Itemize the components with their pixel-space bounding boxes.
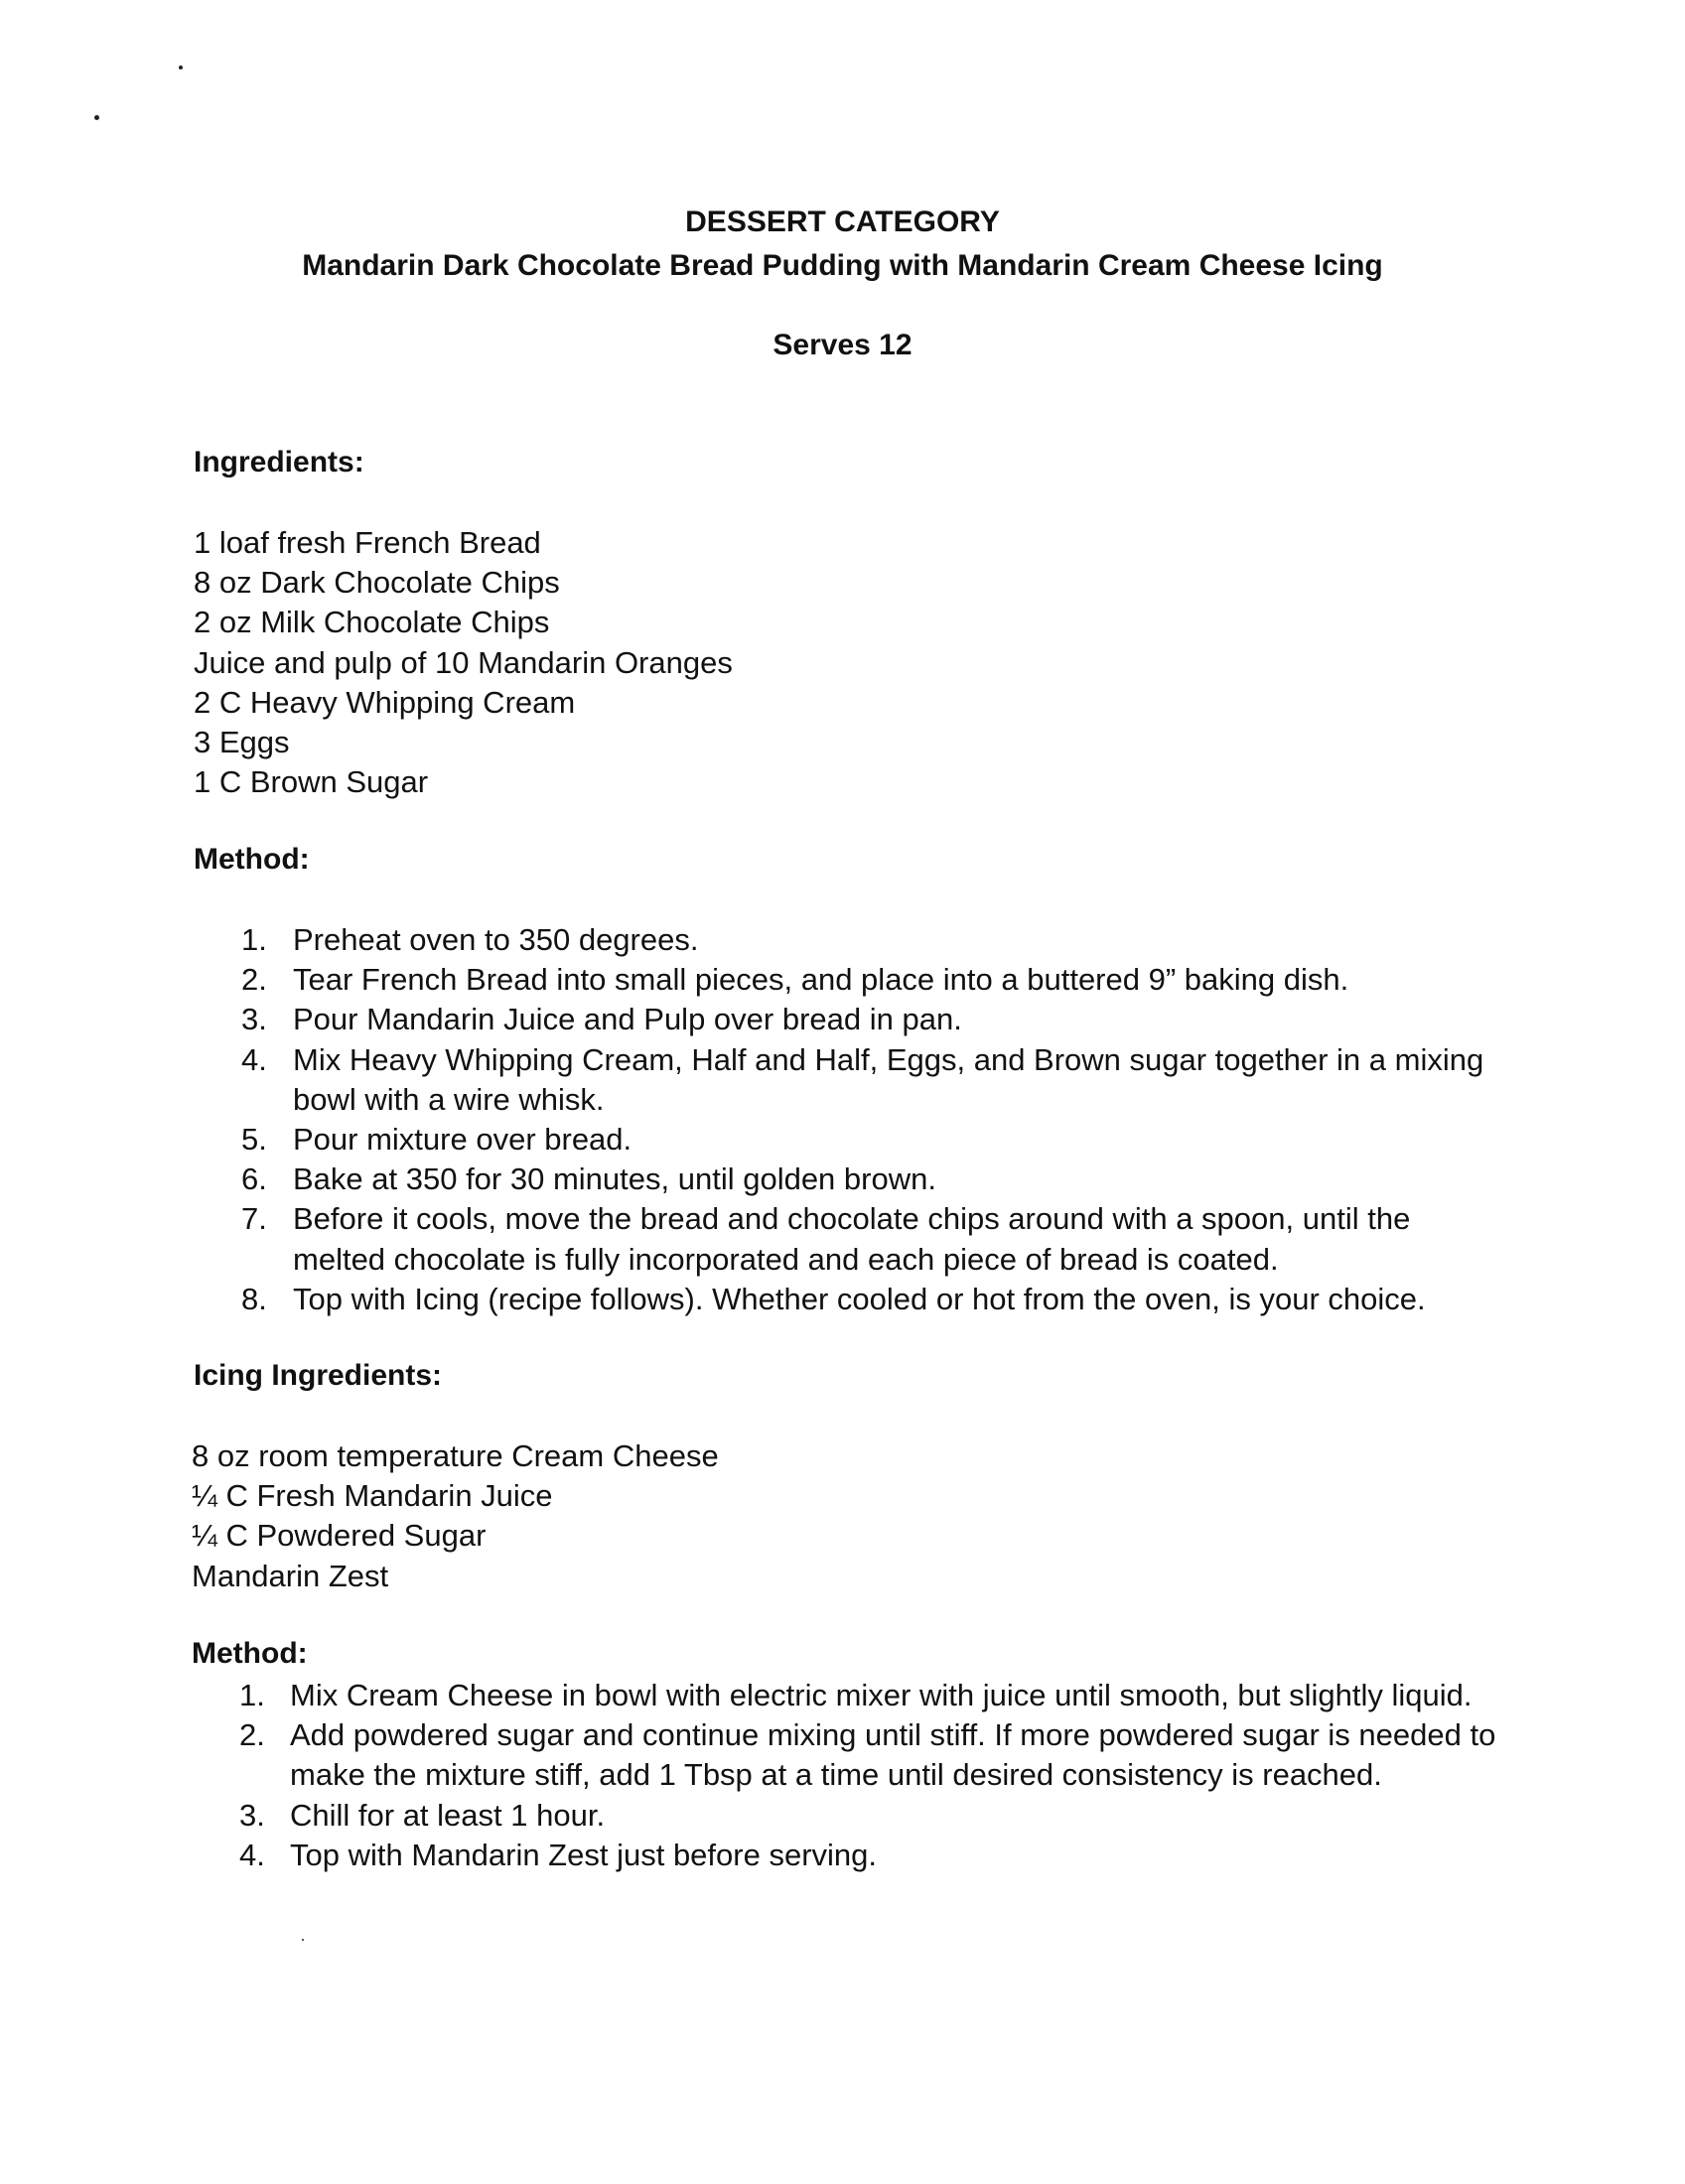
step-number: 4. bbox=[239, 1837, 265, 1872]
scan-speck bbox=[179, 66, 183, 69]
list-item bbox=[0, 1280, 1484, 1319]
step-number: 3. bbox=[241, 1002, 267, 1037]
step-number: 5. bbox=[241, 1122, 267, 1158]
list-item: Juice and pulp of 10 Mandarin Oranges bbox=[194, 644, 733, 680]
list-item: Mandarin Zest bbox=[192, 1558, 389, 1593]
icing-ingredients-heading: Icing Ingredients: bbox=[194, 1359, 443, 1392]
list-item: 1 loaf fresh French Bread bbox=[194, 525, 541, 560]
list-item bbox=[0, 1715, 1511, 1795]
list-item: 2 oz Milk Chocolate Chips bbox=[194, 605, 550, 640]
step-text: Preheat oven to 350 degrees. bbox=[293, 922, 699, 957]
step-number: 2. bbox=[241, 962, 267, 998]
list-item: 3 Eggs bbox=[194, 725, 290, 760]
step-number: 8. bbox=[241, 1281, 267, 1316]
recipe-title: Mandarin Dark Chocolate Bread Pudding with Mandarin Cream Cheese Icing bbox=[302, 249, 1383, 282]
step-number: 2. bbox=[239, 1717, 265, 1753]
scan-speck bbox=[94, 115, 99, 120]
ingredients-heading: Ingredients: bbox=[194, 446, 364, 478]
step-text: Tear French Bread into small pieces, and place into a buttered 9” baking dish. bbox=[293, 962, 1349, 998]
list-item bbox=[0, 1199, 1484, 1279]
list-item: ¼ C Fresh Mandarin Juice bbox=[192, 1478, 553, 1514]
icing-method-heading: Method: bbox=[192, 1637, 308, 1670]
step-number: 1. bbox=[239, 1678, 265, 1712]
list-item bbox=[0, 1120, 1484, 1160]
list-item bbox=[0, 1160, 1484, 1199]
icing-method-steps bbox=[0, 1676, 1685, 1875]
step-text: Top with Mandarin Zest just before serving. bbox=[290, 1837, 877, 1872]
ingredients-list bbox=[194, 523, 733, 802]
step-text: Mix Heavy Whipping Cream, Half and Half, Eggs, and Brown sugar together in a mixing bowl with a wire whisk. bbox=[293, 1041, 1484, 1117]
list-item bbox=[0, 1676, 1511, 1715]
list-item bbox=[0, 1836, 1511, 1875]
list-item: 2 C Heavy Whipping Cream bbox=[194, 684, 576, 720]
list-item: 8 oz room temperature Cream Cheese bbox=[192, 1438, 719, 1473]
step-text: Add powdered sugar and continue mixing until stiff. If more powdered sugar is needed to make the mixture stiff, add 1 Tbsp at a time until desired consistency is reached. bbox=[290, 1717, 1496, 1793]
list-item: ¼ C Powdered Sugar bbox=[192, 1518, 487, 1554]
step-number: 7. bbox=[241, 1201, 267, 1237]
step-number: 1. bbox=[241, 922, 267, 957]
step-text: Before it cools, move the bread and chocolate chips around with a spoon, until the melted chocolate is fully incorporated and each piece of bread is coated. bbox=[293, 1201, 1411, 1277]
serves-label: Serves 12 bbox=[772, 329, 913, 361]
list-item bbox=[0, 1040, 1484, 1120]
method-steps bbox=[0, 920, 1685, 1319]
category-heading: DESSERT CATEGORY bbox=[685, 205, 1000, 238]
list-item: 8 oz Dark Chocolate Chips bbox=[194, 565, 560, 601]
step-number: 3. bbox=[239, 1797, 265, 1833]
list-item bbox=[0, 1796, 1511, 1836]
method-heading: Method: bbox=[194, 843, 310, 876]
step-text: Pour Mandarin Juice and Pulp over bread in pan. bbox=[293, 1002, 962, 1037]
list-item: 1 C Brown Sugar bbox=[194, 764, 429, 800]
step-text: Mix Cream Cheese in bowl with electric mixer with juice until smooth, but slightly liquid. bbox=[290, 1678, 1473, 1712]
list-item bbox=[0, 960, 1484, 1000]
step-text: Top with Icing (recipe follows). Whether cooled or hot from the oven, is your choice. bbox=[293, 1281, 1426, 1316]
icing-ingredients-list bbox=[192, 1436, 719, 1596]
list-item bbox=[0, 1000, 1484, 1039]
step-text: Chill for at least 1 hour. bbox=[290, 1797, 606, 1833]
step-number: 6. bbox=[241, 1161, 267, 1197]
step-number: 4. bbox=[241, 1041, 267, 1077]
scan-speck bbox=[302, 1939, 304, 1941]
list-item bbox=[0, 920, 1484, 960]
step-text: Pour mixture over bread. bbox=[293, 1122, 632, 1158]
step-text: Bake at 350 for 30 minutes, until golden brown. bbox=[293, 1161, 936, 1197]
